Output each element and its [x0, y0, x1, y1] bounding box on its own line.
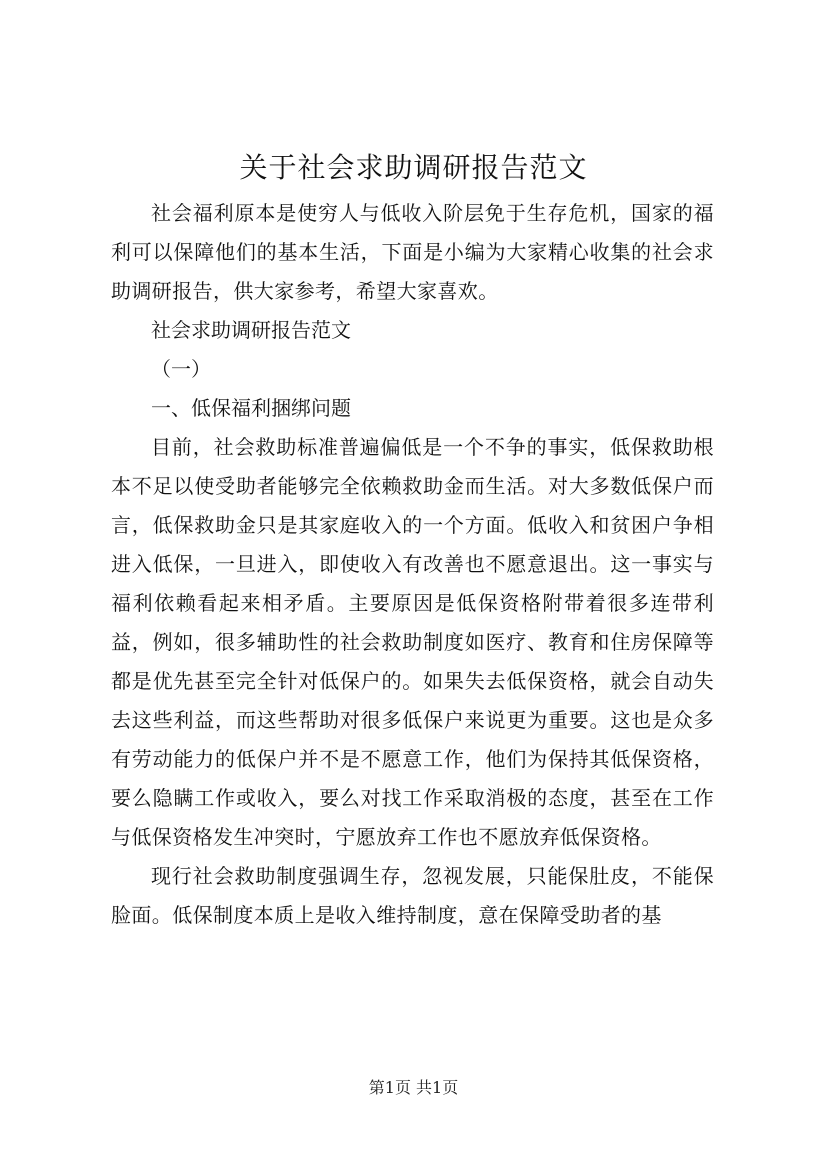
section-number: （一）	[151, 357, 211, 381]
body-paragraph-1: 目前，社会救助标准普遍偏低是一个不争的事实，低保救助根本不足以使受助者能够完全依赖救助金而生活。对大多数低保户而言，低保救助金只是其家庭收入的一个方面。低收入和贫困户争相进入低保，一旦进入，即使收入有改善也不愿意退出。这一事实与福利依赖看起来相矛盾。主要原因是低保资格附带着很多连带利益，例如，很多辅助性的社会救助制度如医疗、教育和住房保障等都是优先甚至完全针对低保户的。如果失去低保资格，就会自动失去这些利益，而这些帮助对很多低保户来说更为重要。这也是众多有劳动能力的低保户并不是不愿意工作，他们为保持其低保资格，要么隐瞒工作或收入，要么对找工作采取消极的态度，甚至在工作与低保资格发生冲突时，宁愿放弃工作也不愿放弃低保资格。	[111, 435, 714, 849]
document-title: 关于社会求助调研报告范文	[239, 151, 588, 184]
section-heading: 一、低保福利捆绑问题	[151, 396, 351, 420]
document-body	[111, 194, 714, 935]
subtitle-line: 社会求助调研报告范文	[151, 318, 351, 342]
page-footer: 第1页 共1页	[368, 1078, 459, 1097]
intro-paragraph: 社会福利原本是使穷人与低收入阶层免于生存危机，国家的福利可以保障他们的基本生活，下面是小编为大家精心收集的社会求助调研报告，供大家参考，希望大家喜欢。	[111, 201, 714, 303]
body-paragraph-2: 现行社会救助制度强调生存，忽视发展，只能保肚皮，不能保脸面。低保制度本质上是收入维持制度，意在保障受助者的基	[111, 864, 714, 927]
